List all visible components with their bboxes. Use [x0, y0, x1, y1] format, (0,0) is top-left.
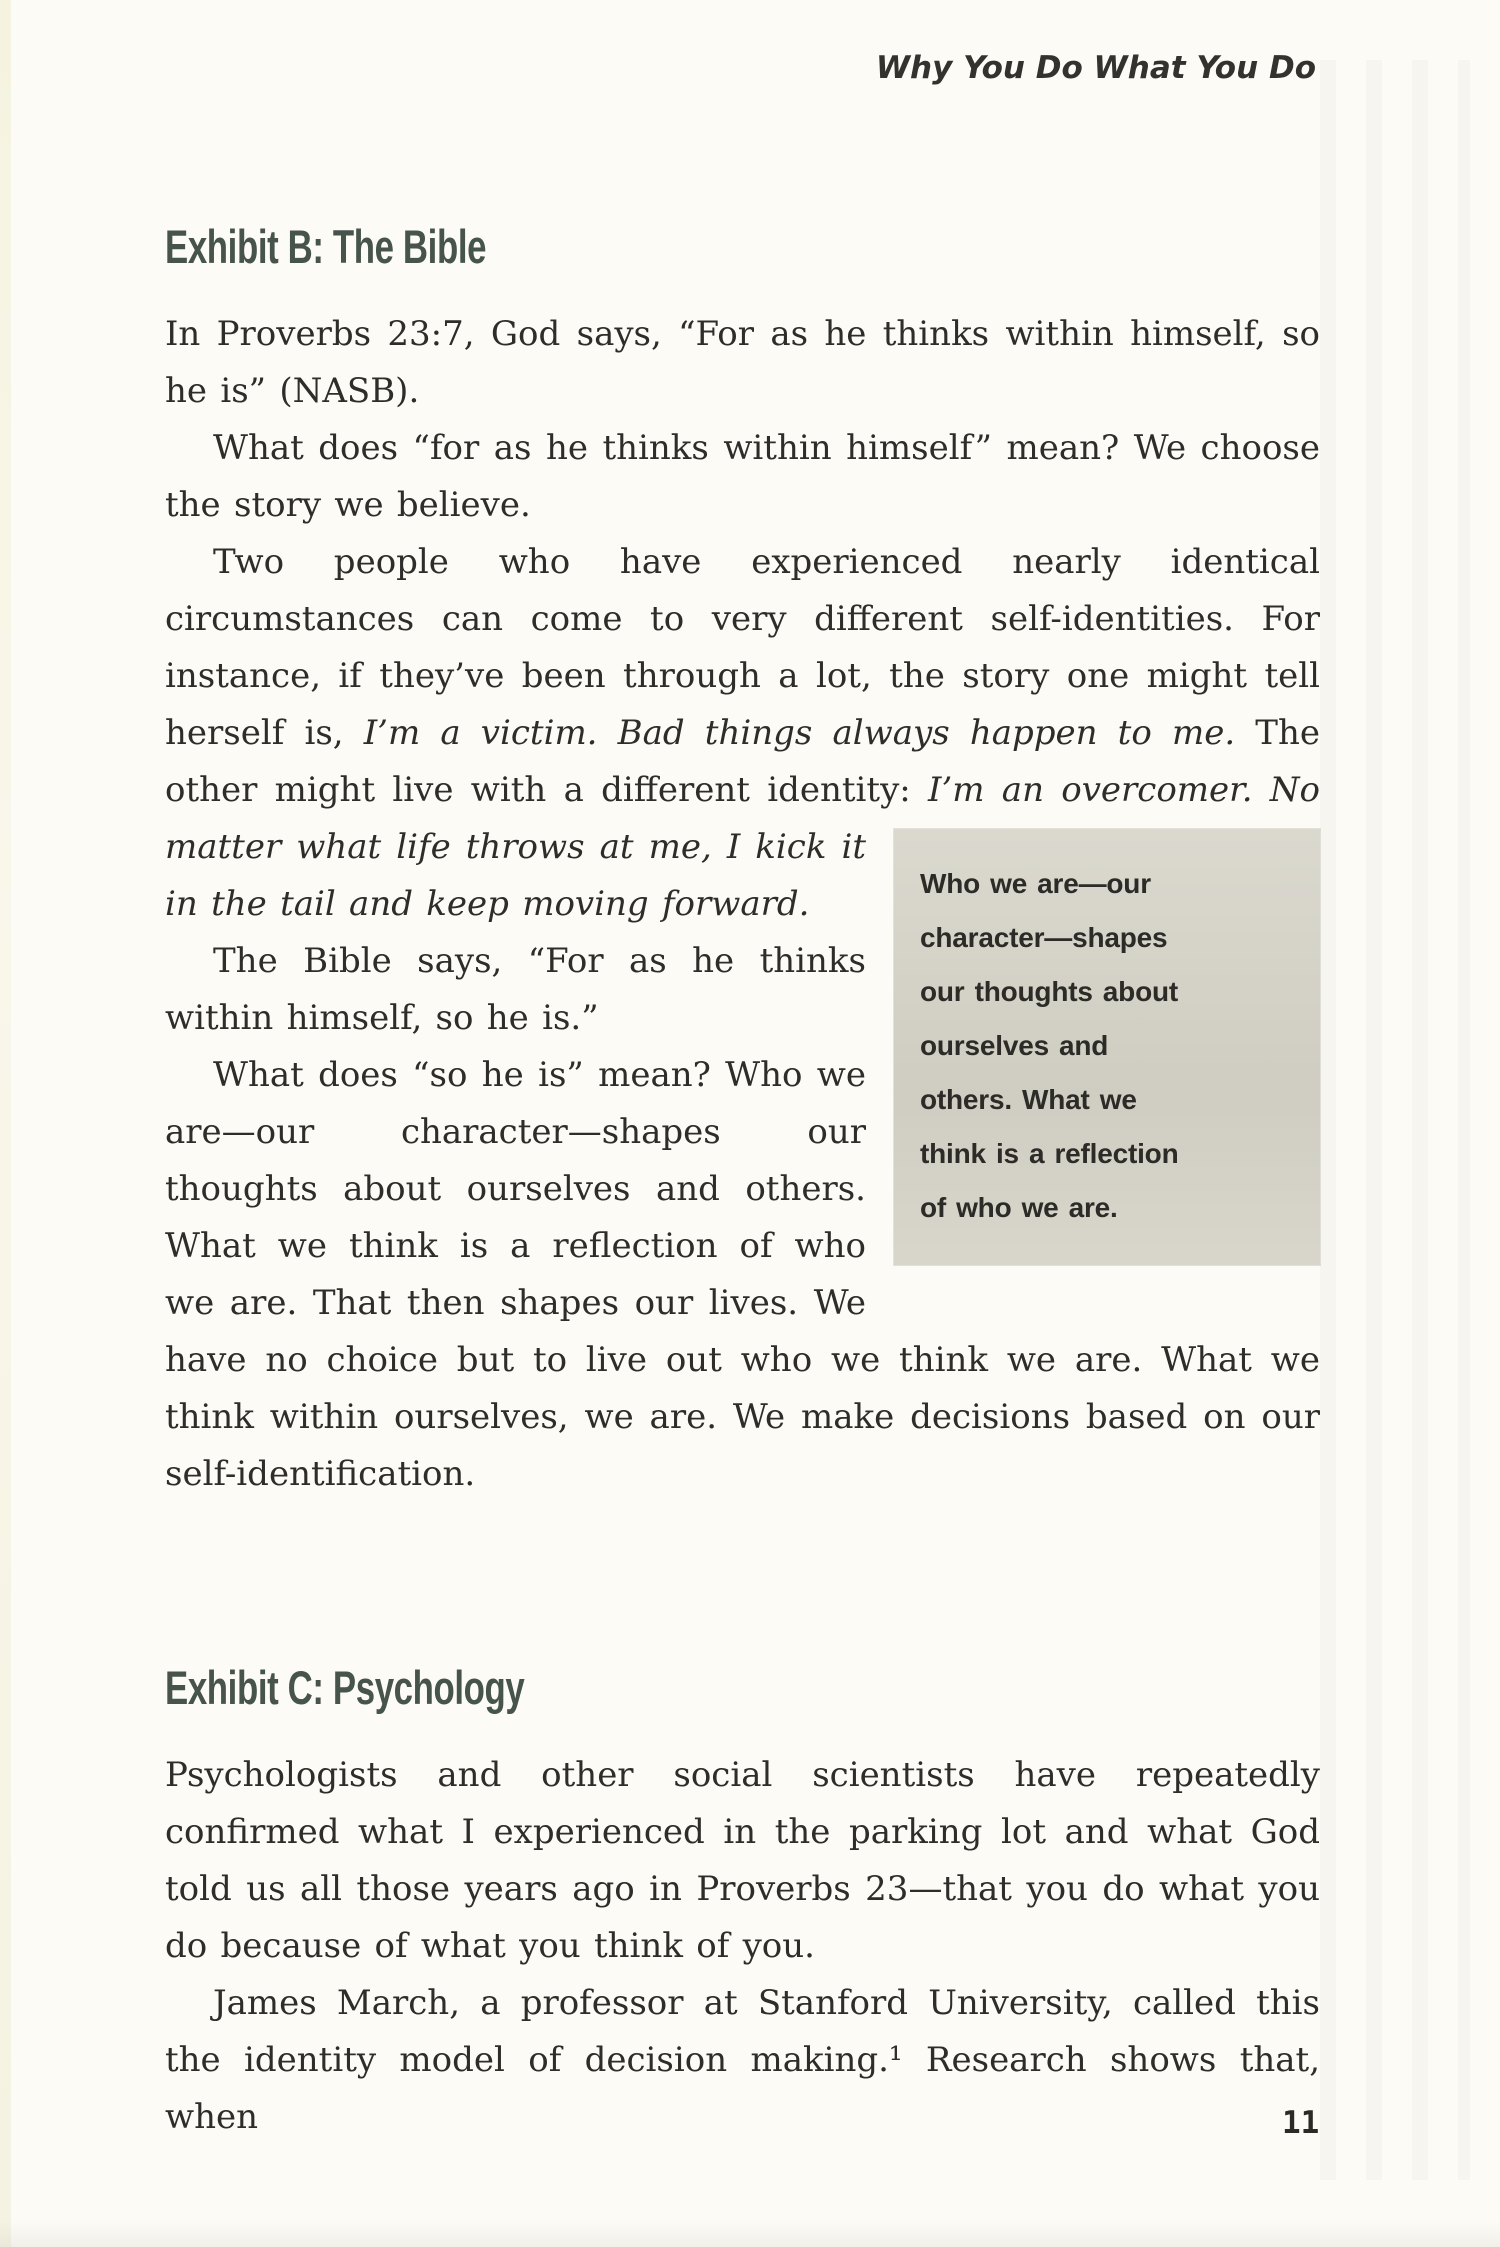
pull-quote-line: character—shapes: [920, 922, 1168, 953]
body-paragraph: [165, 420, 1320, 534]
scan-artifact-streaks: [1320, 60, 1470, 2180]
text-run: In Proverbs 23:7, God says, “For as he thinks within himself, so he is” (NASB).: [165, 314, 1320, 411]
italic-text-run: I’m a victim. Bad things always happen to me.: [363, 713, 1236, 753]
section-heading-exhibit-c: [165, 1663, 1320, 1713]
pull-quote-line: others. What we: [920, 1084, 1137, 1115]
section-exhibit-c-body: [165, 1747, 1320, 2146]
text-run: James March, a professor at Stanford University, called this the identity model of decision making.¹ Research shows that, when: [165, 1983, 1320, 2137]
pull-quote-box: [894, 829, 1320, 1265]
italic-text-run: I’m an overcomer. No matter what life throws: [165, 770, 1320, 867]
pull-quote-line: of who we are.: [920, 1192, 1118, 1223]
section-heading-exhibit-c-text: Exhibit C: Psychology: [165, 1661, 525, 1714]
pull-quote-line: think is a reflection: [920, 1138, 1179, 1169]
scan-edge-strip: [0, 0, 11, 2247]
text-run: Psychologists and other social scientists have repeatedly confirmed what I experienced in the parking lot and what God told us all those years ago in Proverbs 23—that you do what you do because of what you think of you.: [165, 1755, 1320, 1966]
page-number: 11: [1282, 2105, 1320, 2141]
section-heading-exhibit-b-text: Exhibit B: The Bible: [165, 220, 487, 273]
pull-quote-line: Who we are—our: [920, 868, 1151, 899]
page-content: [165, 0, 1320, 2146]
section-exhibit-b-body: [165, 306, 1320, 1503]
body-paragraph: [165, 1975, 1320, 2146]
scan-artifact-bottom: [0, 2221, 1500, 2247]
text-run: The Bible says, “For as he thinks within himself, so he is.”: [165, 941, 866, 1038]
text-flow: [165, 0, 1320, 2146]
text-run: The other might live with a different identity:: [165, 713, 1320, 810]
italic-text-run: at me, I kick it in the tail and keep moving forward.: [165, 827, 866, 924]
text-run: Two people who have experienced nearly identical circumstances can come to very different self-identities. For instance, if they’ve been through a lot, the story one might tell herself is,: [165, 542, 1320, 753]
text-run: What does “so he is” mean? Who we are—our character—shapes our thoughts about ourselves and others. What we think is a reflection of who we are. That then shapes our lives. We have no choice but to live out who we think we are. What we think within ourselves, we are. We make decisions based on our self-identification.: [165, 1055, 1320, 1494]
text-run: What does “for as he thinks within himself” mean? We choose the story we believe.: [165, 428, 1320, 525]
section-heading-exhibit-b: [165, 222, 1320, 272]
body-paragraph: [165, 306, 1320, 420]
pull-quote-line: our thoughts about: [920, 976, 1179, 1007]
pull-quote-line: ourselves and: [920, 1030, 1109, 1061]
running-header: Why You Do What You Do: [875, 50, 1316, 86]
body-paragraph: [165, 1747, 1320, 1975]
